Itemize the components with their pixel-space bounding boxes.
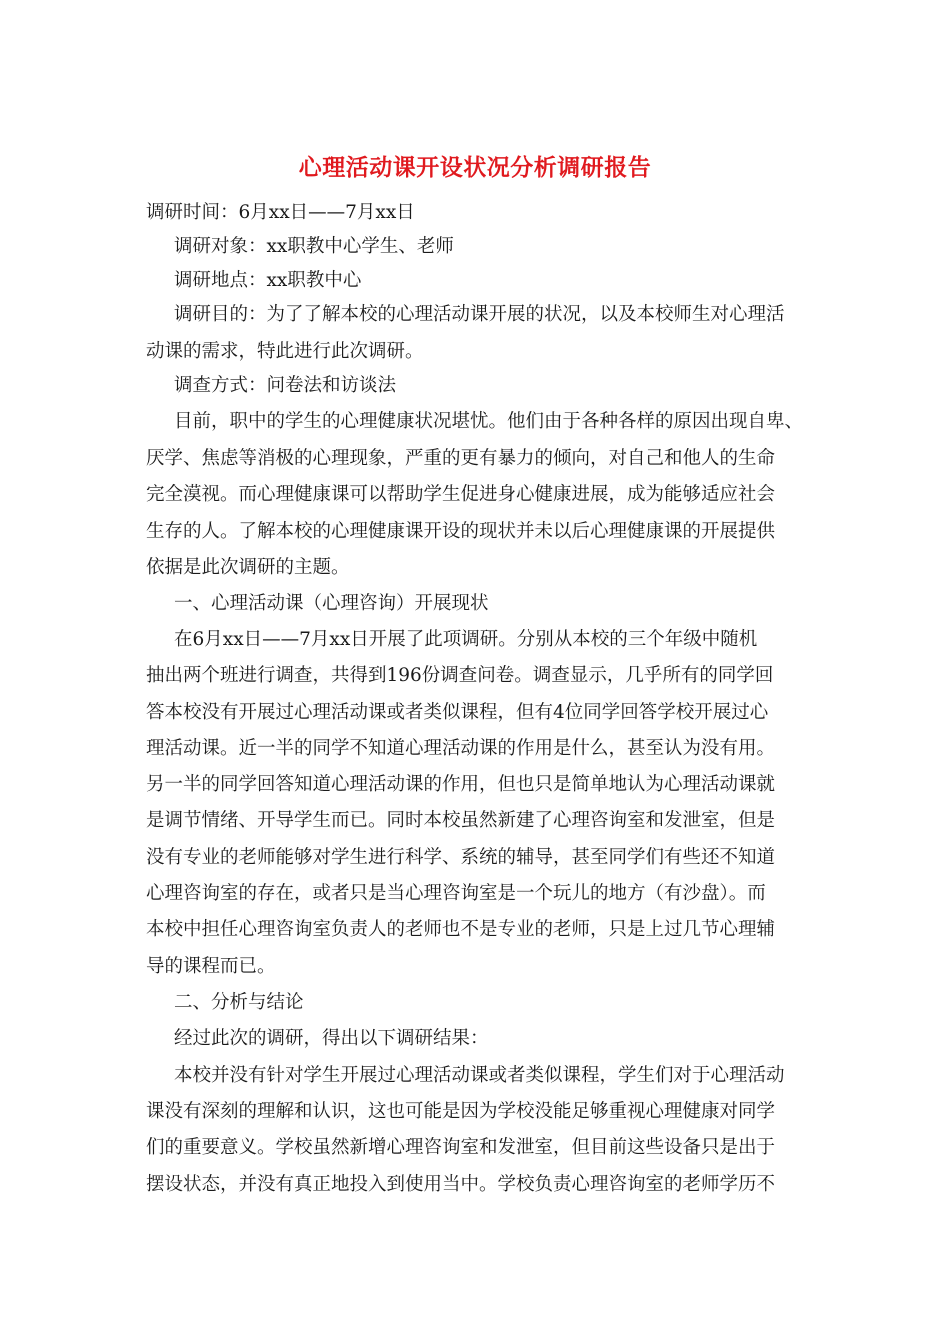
- document-title: 心理活动课开设状况分析调研报告: [298, 154, 652, 181]
- paragraph-line: 们的重要意义。学校虽然新增心理咨询室和发泄室，但目前这些设备只是出于: [146, 1137, 776, 1158]
- section-heading: 一、心理活动课（心理咨询）开展现状: [174, 593, 489, 614]
- paragraph-line: 生存的人。了解本校的心理健康课开设的现状并未以后心理健康课的开展提供: [146, 521, 776, 542]
- paragraph-line: 厌学、焦虑等消极的心理现象，严重的更有暴力的倾向，对自己和他人的生命: [146, 448, 776, 469]
- paragraph-line: 课没有深刻的理解和认识，这也可能是因为学校没能足够重视心理健康对同学: [146, 1101, 776, 1122]
- paragraph-line: 是调节情绪、开导学生而已。同时本校虽然新建了心理咨询室和发泄室，但是: [146, 810, 776, 831]
- paragraph-line: 目前，职中的学生的心理健康状况堪忧。他们由于各种各样的原因出现自卑、: [174, 411, 804, 432]
- paragraph-line: 在6月xx日——7月xx日开展了此项调研。分别从本校的三个年级中随机: [174, 629, 758, 650]
- paragraph-line: 理活动课。近一半的同学不知道心理活动课的作用是什么，甚至认为没有用。: [146, 738, 776, 759]
- survey-location-line: 调研地点：xx职教中心: [174, 270, 362, 291]
- paragraph-line: 抽出两个班进行调查，共得到196份调查问卷。调查显示，几乎所有的同学回: [146, 665, 774, 686]
- paragraph-line: 本校并没有针对学生开展过心理活动课或者类似课程，学生们对于心理活动: [174, 1065, 785, 1086]
- paragraph-line: 心理咨询室的存在，或者只是当心理咨询室是一个玩儿的地方（有沙盘）。而: [146, 883, 766, 904]
- paragraph-line: 依据是此次调研的主题。: [146, 557, 350, 578]
- survey-method-line: 调查方式：问卷法和访谈法: [174, 375, 397, 396]
- section-heading: 二、分析与结论: [174, 992, 304, 1013]
- paragraph-line: 导的课程而已。: [146, 956, 276, 977]
- survey-time-line: 调研时间：6月xx日——7月xx日: [146, 202, 415, 223]
- paragraph-line: 摆设状态，并没有真正地投入到使用当中。学校负责心理咨询室的老师学历不: [146, 1174, 776, 1195]
- paragraph-line: 没有专业的老师能够对学生进行科学、系统的辅导，甚至同学们有些还不知道: [146, 847, 776, 868]
- paragraph-line: 经过此次的调研，得出以下调研结果：: [174, 1028, 489, 1049]
- survey-purpose-line: 调研目的：为了了解本校的心理活动课开展的状况，以及本校师生对心理活: [174, 304, 785, 325]
- paragraph-line: 答本校没有开展过心理活动课或者类似课程，但有4位同学回答学校开展过心: [146, 702, 769, 723]
- survey-subject-line: 调研对象：xx职教中心学生、老师: [174, 236, 454, 257]
- paragraph-line: 另一半的同学回答知道心理活动课的作用，但也只是简单地认为心理活动课就: [146, 774, 776, 795]
- paragraph-line: 完全漠视。而心理健康课可以帮助学生促进身心健康进展，成为能够适应社会: [146, 484, 776, 505]
- survey-purpose-line: 动课的需求，特此进行此次调研。: [146, 341, 424, 362]
- paragraph-line: 本校中担任心理咨询室负责人的老师也不是专业的老师，只是上过几节心理辅: [146, 919, 776, 940]
